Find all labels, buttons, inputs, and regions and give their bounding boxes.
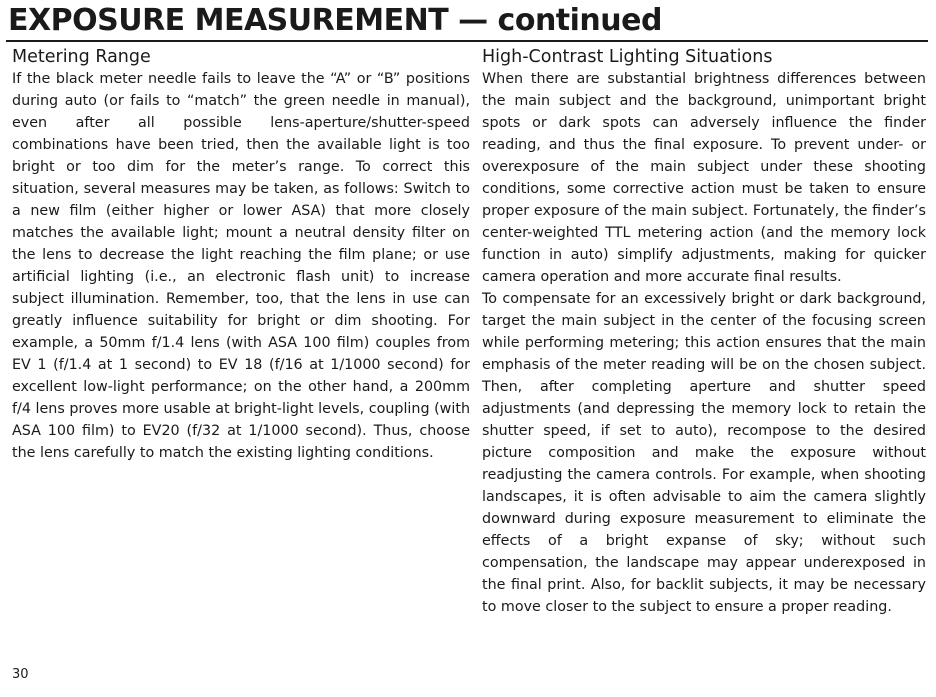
- page-title: EXPOSURE MEASUREMENT — continued: [8, 3, 662, 38]
- page-header: [6, 4, 928, 42]
- section-heading-metering-range: Metering Range: [12, 47, 151, 67]
- high-contrast-paragraph-1: When there are substantial brightness differences between the main subject and the background, unimportant bright spots or dark spots can adversely influence the finder reading, and thus the final exposure. To prevent under- or overexposure of the main subject under these shooting conditions, some corrective action must be taken to ensure proper exposure of the main subject. Fortunately, the finder’s center-weighted TTL metering action (and the memory lock function in auto) simplify adjustments, making for quicker camera operation and more accurate final results.: [482, 71, 926, 285]
- section-heading-high-contrast: High-Contrast Lighting Situations: [482, 47, 773, 67]
- left-column: [12, 46, 470, 464]
- high-contrast-paragraph-2: To compensate for an excessively bright or dark background, target the main subject in the center of the focusing screen while performing metering; this action ensures that the main emphasis of the meter reading will be on the chosen subject. Then, after completing aperture and shutter speed adjustments (and depressing the memory lock to retain the shutter speed, if set to auto), recompose to the desired picture composition and make the exposure without readjusting the camera controls. For example, when shooting landscapes, it is often advisable to aim the camera slightly downward during exposure measurement to eliminate the effects of a bright expanse of sky; without such compensation, the landscape may appear underexposed in the final print. Also, for backlit subjects, it may be necessary to move closer to the subject to ensure a proper reading.: [482, 291, 926, 615]
- page-number: 30: [12, 667, 29, 682]
- metering-range-paragraph: If the black meter needle fails to leave the “A” or “B” positions during auto (or fails to “match” the green needle in manual), even after all possible lens-aperture/shutter-speed combinations have been tried, then the available light is too bright or too dim for the meter’s range. To correct this situation, several measures may be taken, as follows: Switch to a new film (either higher or lower ASA) that more closely matches the available light; mount a neutral density filter on the lens to decrease the light reaching the film plane; or use artificial lighting (i.e., an electronic flash unit) to increase subject illumination. Remember, too, that the lens in use can greatly influence suitability for bright or dim shooting. For example, a 50mm f/1.4 lens (with ASA 100 film) couples from EV 1 (f/1.4 at 1 second) to EV 18 (f/16 at 1/1000 second) for excellent low-light performance; on the other hand, a 200mm f/4 lens proves more usable at bright-light levels, coupling (with ASA 100 film) to EV20 (f/32 at 1/1000 second). Thus, choose the lens carefully to match the existing lighting conditions.: [12, 71, 470, 461]
- right-column: [482, 46, 926, 618]
